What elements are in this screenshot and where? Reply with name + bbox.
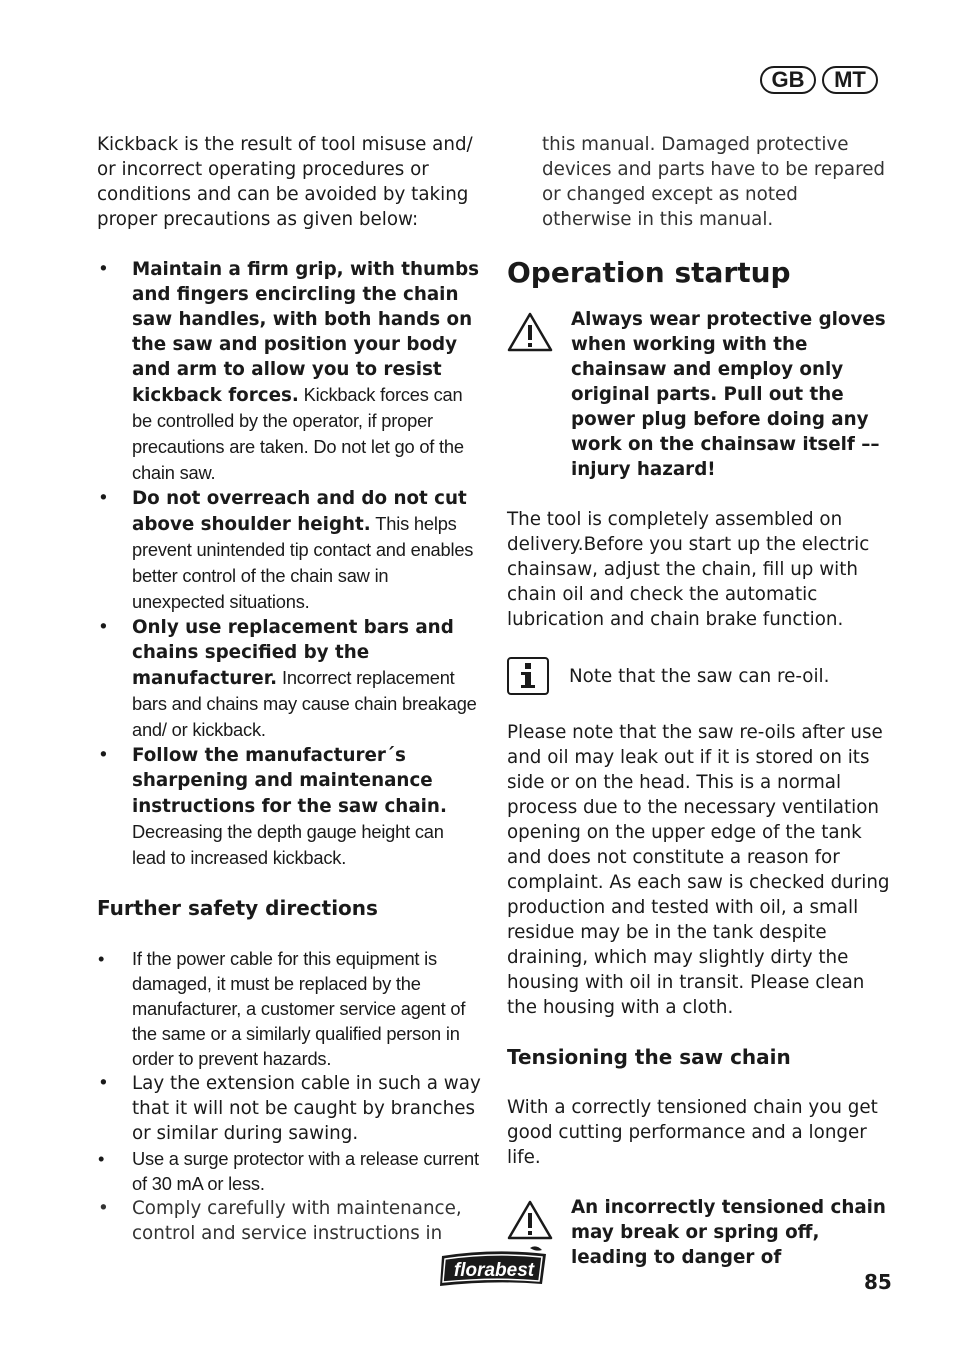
info-icon <box>507 657 549 695</box>
language-badge-mt: MT <box>822 66 878 94</box>
list-item-text: Decreasing the depth gauge height can lead to increased kickback. <box>132 821 444 868</box>
continuation-text: this manual. Damaged protective devices and parts have to be repared or changed except as noted otherwise in this manual. <box>542 134 886 230</box>
paragraph: Please note that the saw re-oils after use and oil may leak out if it is stored on its side or on the head. This is a normal process due to the necessary ventilation opening on the upper edge of the tank and does not constitute a reason for complaint. As each saw is checked during production and tested with oil, a small residue may be in the tank despite draining, which may slightly dirty the housing with oil in transit. Please clean the housing with a cloth. <box>507 722 890 1018</box>
kickback-intro: Kickback is the result of tool misuse and/ or incorrect operating procedures or conditions and can be avoided by taking proper precautions as given below: <box>97 134 473 230</box>
note-text: Note that the saw can re-oil. <box>569 665 830 687</box>
note-block <box>507 657 891 695</box>
warning-text: An incorrectly tensioned chain may break or spring off, leading to danger of <box>571 1197 886 1268</box>
right-column <box>507 132 891 1270</box>
list-item: • If the power cable for this equipment is damaged, it must be replaced by the manufacturer, a customer service agent of the same or a similarly qualified person in order to prevent hazards. <box>97 946 482 1071</box>
list-item <box>97 615 482 743</box>
list-item-bold: Maintain a firm grip, with thumbs and fingers encircling the chain saw handles, with both hands on the saw and position your body and arm to allow you to resist kickback forces. <box>132 259 480 406</box>
list-item: • Lay the extension cable in such a way that it will not be caught by branches or similar during sawing. <box>97 1071 482 1146</box>
language-badge-gb: GB <box>760 66 816 94</box>
warning-text: Always wear protective gloves when working with the chainsaw and employ only original parts. Pull out the power plug before doing any work on the chainsaw itself –– injury hazard! <box>571 309 886 480</box>
warning-block <box>507 307 891 482</box>
warning-icon <box>507 307 571 482</box>
list-item: • Comply carefully with maintenance, control and service instructions in <box>97 1196 482 1246</box>
further-safety-list <box>97 946 482 1246</box>
section-title: Operation startup <box>507 256 791 289</box>
list-item-text: Kickback forces can be controlled by the operator, if proper precautions are taken. Do not let go of the chain saw. <box>132 384 464 483</box>
paragraph: With a correctly tensioned chain you get good cutting performance and a longer life. <box>507 1097 878 1168</box>
paragraph: The tool is completely assembled on delivery.Before you start up the electric chainsaw, adjust the chain, fill up with chain oil and check the automatic lubrication and chain brake function. <box>507 509 870 630</box>
page-number: 85 <box>864 1270 892 1294</box>
tensioning-heading: Tensioning the saw chain <box>507 1045 791 1069</box>
list-item-bold: Do not overreach and do not cut above shoulder height. <box>132 488 467 535</box>
list-item <box>97 486 482 615</box>
logo-text: florabest <box>453 1260 535 1281</box>
list-item-bold: Follow the manufacturer´s sharpening and maintenance instructions for the saw chain. <box>132 745 447 817</box>
list-item: • Use a surge protector with a release current of 30 mA or less. <box>97 1146 482 1196</box>
list-item <box>97 743 482 871</box>
list-item-text: Incorrect replacement bars and chains may cause chain breakage and/ or kickback. <box>132 667 477 740</box>
list-item <box>97 257 482 486</box>
kickback-list <box>97 257 482 871</box>
language-badges <box>760 66 878 94</box>
warning-block <box>507 1195 891 1270</box>
florabest-logo <box>438 1246 550 1288</box>
further-safety-heading: Further safety directions <box>97 896 378 920</box>
list-item-bold: Only use replacement bars and chains specified by the manufacturer. <box>132 617 454 689</box>
list-item-text: This helps prevent unintended tip contact and enables better control of the chain saw in unexpected situations. <box>132 513 474 612</box>
left-column <box>97 132 482 1246</box>
